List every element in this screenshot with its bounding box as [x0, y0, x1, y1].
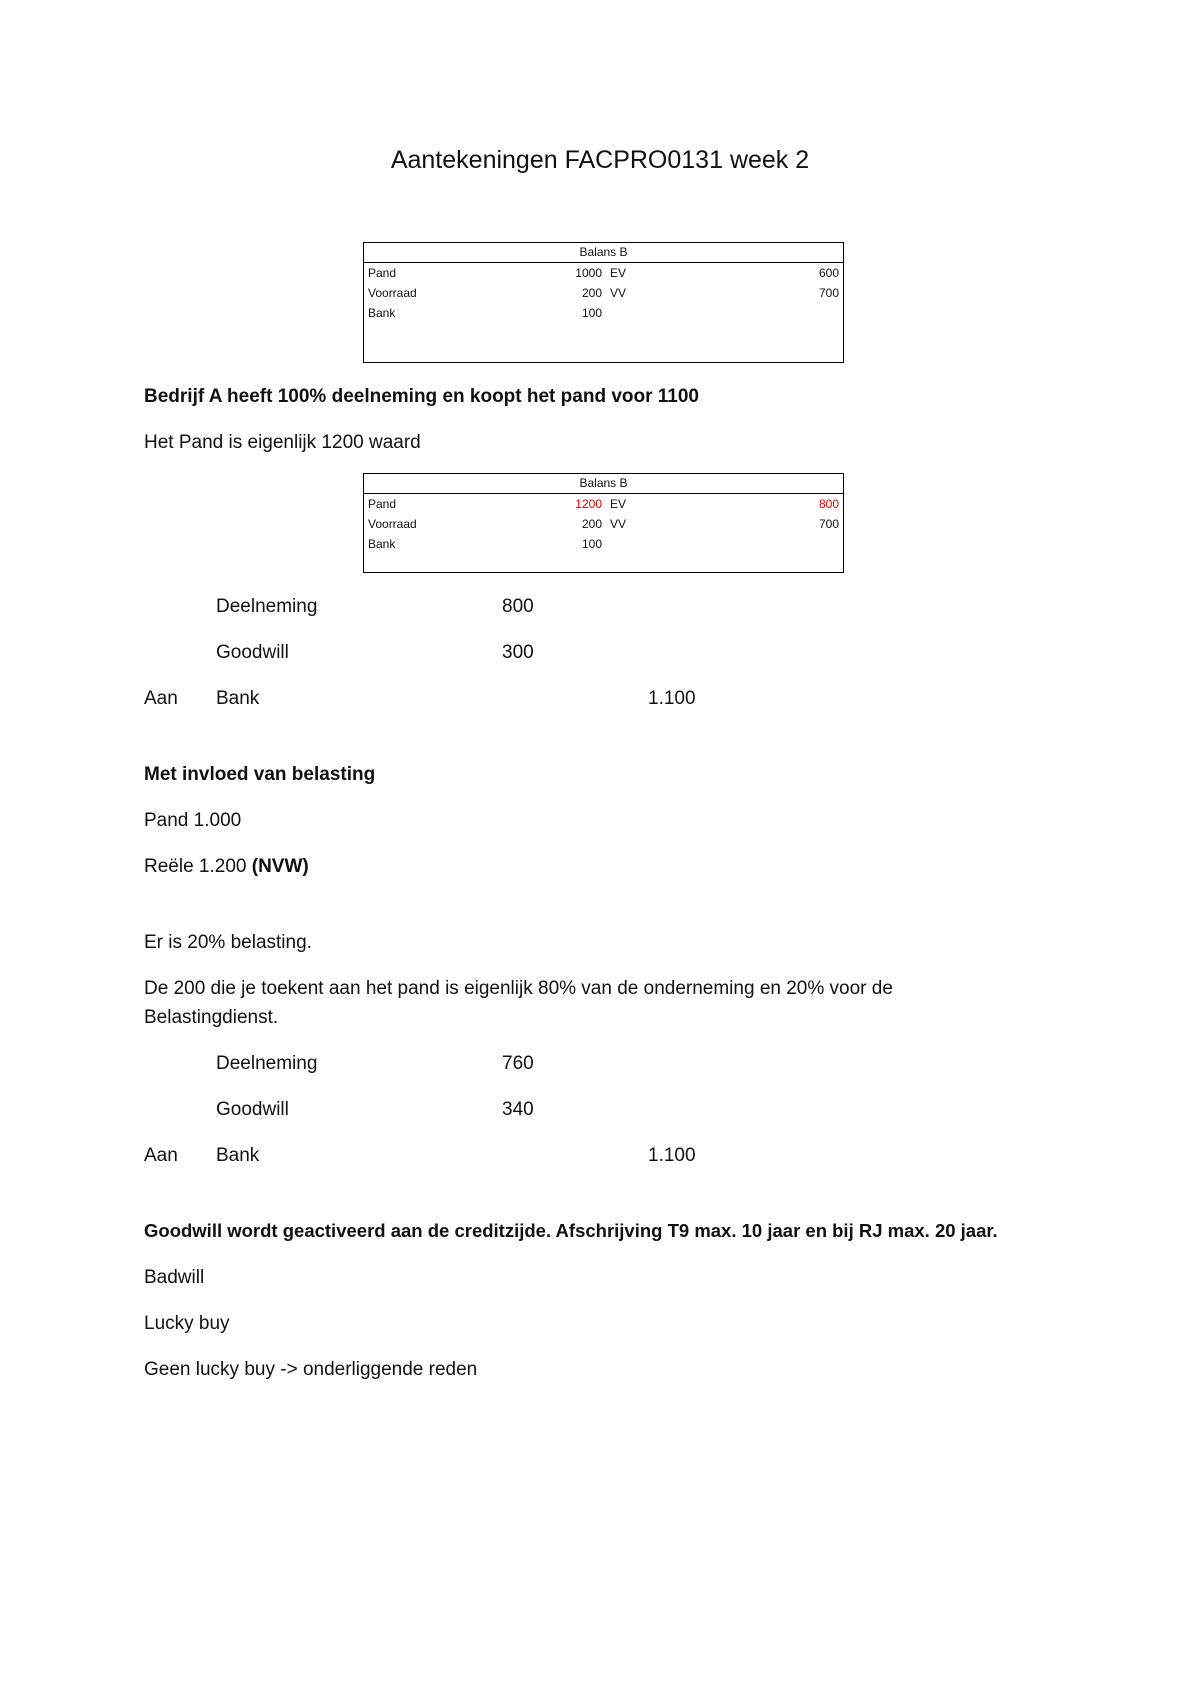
paragraph: Er is 20% belasting. — [144, 932, 312, 953]
right-label: VV — [610, 517, 627, 531]
paragraph: Pand 1.000 — [144, 810, 242, 831]
journal-prefix: Aan — [144, 1145, 178, 1166]
list-item: Badwill — [144, 1267, 205, 1288]
journal-account: Deelneming — [216, 1053, 318, 1074]
right-value: 700 — [818, 517, 839, 531]
journal-debit: 300 — [502, 642, 534, 663]
heading-belasting: Met invloed van belasting — [144, 764, 376, 785]
left-label: Voorraad — [368, 517, 417, 531]
paragraph-bold-text: (NVW) — [251, 856, 309, 877]
balans-row — [364, 283, 843, 303]
journal-account: Deelneming — [216, 596, 318, 617]
left-value: 1000 — [575, 266, 602, 280]
left-value-highlighted: 1200 — [575, 497, 602, 511]
list-item: Geen lucky buy -> onderliggende reden — [144, 1359, 478, 1380]
left-value: 100 — [581, 306, 602, 320]
paragraph: De 200 die je toekent aan het pand is eigenlijk 80% van de onderneming en 20% voor de — [144, 978, 893, 999]
left-label: Pand — [368, 497, 397, 511]
right-value-highlighted: 800 — [818, 497, 839, 511]
journal-debit: 800 — [502, 596, 534, 617]
right-value: 700 — [818, 286, 839, 300]
balans-row — [364, 263, 843, 283]
journal-prefix: Aan — [144, 688, 178, 709]
heading-goodwill: Goodwill wordt geactiveerd aan de creditzijde. Afschrijving T9 max. 10 jaar en bij RJ max. 20 jaar. — [144, 1220, 998, 1241]
journal-debit: 760 — [502, 1053, 534, 1074]
list-item: Lucky buy — [144, 1313, 230, 1334]
journal-account: Bank — [216, 688, 260, 709]
paragraph: Belastingdienst. — [144, 1007, 279, 1028]
balans-table-1 — [363, 242, 844, 363]
page-title: Aantekeningen FACPRO0131 week 2 — [390, 146, 810, 174]
journal-account: Goodwill — [216, 642, 289, 663]
left-value: 100 — [581, 537, 602, 551]
left-label: Pand — [368, 266, 397, 280]
journal-account: Goodwill — [216, 1099, 289, 1120]
left-value: 200 — [581, 286, 602, 300]
right-value: 600 — [818, 266, 839, 280]
balans-row — [364, 534, 843, 554]
paragraph-text: Reële 1.200 — [144, 856, 247, 877]
balans-header: Balans B — [364, 243, 843, 263]
journal-credit: 1.100 — [648, 688, 696, 709]
balans-table-2 — [363, 473, 844, 573]
left-label: Bank — [368, 537, 396, 551]
left-label: Voorraad — [368, 286, 417, 300]
left-label: Bank — [368, 306, 396, 320]
balans-row — [364, 514, 843, 534]
balans-row — [364, 303, 843, 323]
heading-deelneming: Bedrijf A heeft 100% deelneming en koopt het pand voor 1100 — [144, 386, 699, 407]
left-value: 200 — [581, 517, 602, 531]
paragraph: Het Pand is eigenlijk 1200 waard — [144, 432, 421, 453]
paragraph — [144, 856, 309, 878]
right-label: VV — [610, 286, 627, 300]
right-label: EV — [610, 497, 627, 511]
journal-credit: 1.100 — [648, 1145, 696, 1166]
right-label: EV — [610, 266, 627, 280]
journal-account: Bank — [216, 1145, 260, 1166]
journal-debit: 340 — [502, 1099, 534, 1120]
balans-row — [364, 494, 843, 514]
balans-header: Balans B — [364, 474, 843, 494]
